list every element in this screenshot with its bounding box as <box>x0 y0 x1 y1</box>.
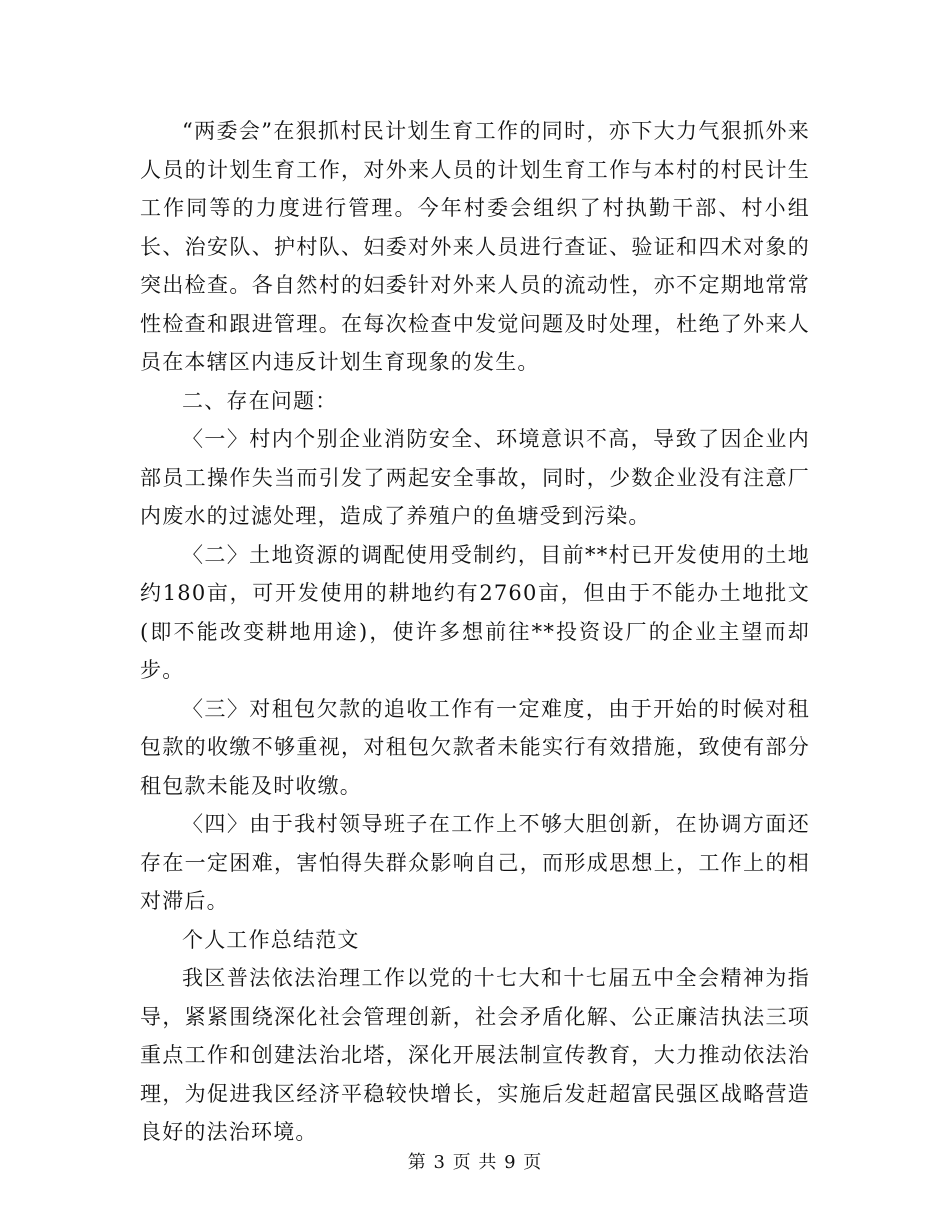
heading-personal-summary: 个人工作总结范文 <box>182 927 360 952</box>
paragraph-problem-3: 〈三〉对租包欠款的追收工作有一定难度，由于开始的时候对租包款的收缴不够重视，对租包欠款者未能实行有效措施，致使有部分租包款未能及时收缴。 <box>140 696 810 798</box>
paragraph-legal-governance: 我区普法依法治理工作以党的十七大和十七届五中全会精神为指导，紧紧围绕深化社会管理创新，社会矛盾化解、公正廉洁执法三项重点工作和创建法治北塔，深化开展法制宣传教育，大力推动依法治理，为促进我区经济平稳较快增长，实施后发赶超富民强区战略营造良好的法治环境。 <box>140 966 810 1144</box>
paragraph-problem-4: 〈四〉由于我村领导班子在工作上不够大胆创新，在协调方面还存在一定困难，害怕得失群众影响自己，而形成思想上，工作上的相对滞后。 <box>140 812 810 913</box>
paragraph-problem-1: 〈一〉村内个别企业消防安全、环境意识不高，导致了因企业内部员工操作失当而引发了两起安全事故，同时，少数企业没有注意厂内废水的过滤处理，造成了养殖户的鱼塘受到污染。 <box>140 427 810 528</box>
page-number-footer: 第 3 页 共 9 页 <box>407 1152 543 1173</box>
paragraph-problem-2: 〈二〉土地资源的调配使用受制约，目前**村已开发使用的土地约180亩，可开发使用的耕地约有2760亩，但由于不能办土地批文(即不能改变耕地用途)，使许多想前往**投资设厂的企业主望而却步。 <box>140 542 810 682</box>
document-body <box>140 112 810 1152</box>
heading-existing-problems: 二、存在问题： <box>182 388 338 413</box>
paragraph-family-planning: “两委会”在狠抓村民计划生育工作的同时，亦下大力气狠抓外来人员的计划生育工作，对外来人员的计划生育工作与本村的村民计生工作同等的力度进行管理。今年村委会组织了村执勤干部、村小组长、治安队、护村队、妇委对外来人员进行查证、验证和四术对象的突出检查。各自然村的妇委针对外来人员的流动性，亦不定期地常常性检查和跟进管理。在每次检查中发觉问题及时处理，杜绝了外来人员在本辖区内违反计划生育现象的发生。 <box>140 119 810 374</box>
